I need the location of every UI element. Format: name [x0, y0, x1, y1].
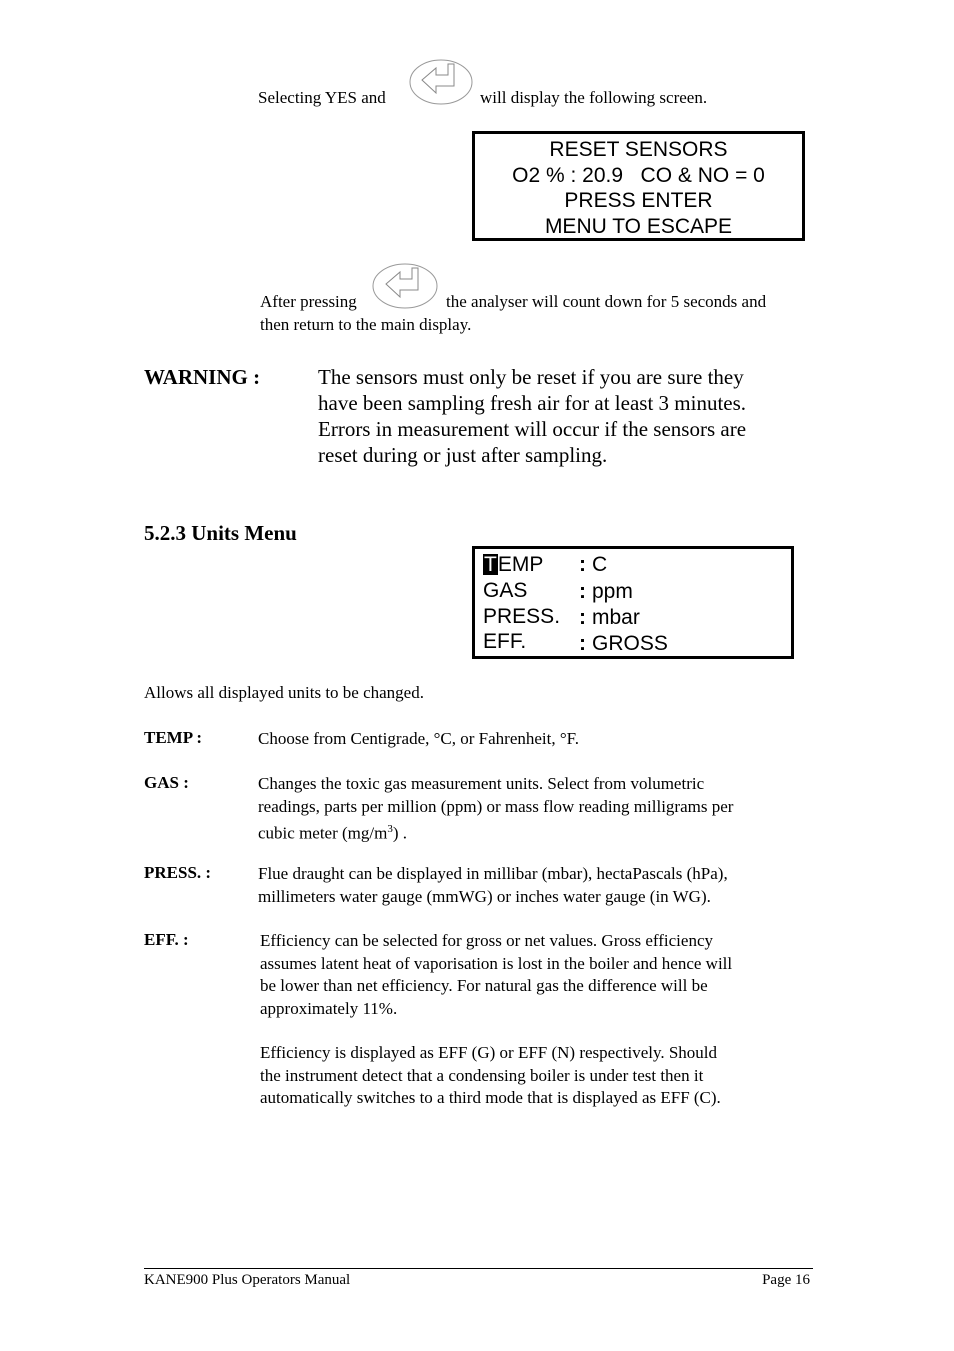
- lcd-row-label: EFF.: [483, 630, 527, 653]
- gas-line: readings, parts per million (ppm) or mass flow reading milligrams per: [258, 796, 734, 816]
- after-press-line2: then return to the main display.: [260, 315, 472, 334]
- warning-line: The sensors must only be reset if you are sure they: [318, 365, 744, 389]
- lcd-row-label: PRESS.: [483, 605, 561, 628]
- lcd-row-value: : mbar: [579, 606, 640, 629]
- eff-text-2: [260, 1042, 721, 1110]
- lcd-reset-sensors: [472, 131, 805, 241]
- lcd-cursor: T: [484, 553, 497, 576]
- eff-label: EFF. :: [144, 930, 189, 949]
- lcd-row-value: : GROSS: [579, 632, 668, 655]
- press-label: PRESS. :: [144, 863, 212, 882]
- press-line: Flue draught can be displayed in millibar (mbar), hectaPascals (hPa),: [258, 864, 728, 883]
- lcd-row-value: : ppm: [579, 580, 633, 603]
- eff-text: [260, 930, 732, 1020]
- press-line: millimeters water gauge (mmWG) or inches water gauge (in WG).: [258, 886, 711, 906]
- gas-line: Changes the toxic gas measurement units. Select from volumetric: [258, 774, 705, 793]
- gas-label: GAS :: [144, 773, 189, 792]
- lcd-line: MENU TO ESCAPE: [544, 214, 733, 238]
- eff-line: the instrument detect that a condensing boiler is under test then it: [260, 1065, 704, 1085]
- lcd-line: O2 % : 20.9 CO & NO = 0: [512, 163, 765, 187]
- page-number: Page 16: [762, 1272, 810, 1288]
- footer-divider: [144, 1268, 813, 1269]
- after-press-before: After pressing: [260, 292, 357, 311]
- lcd-line: RESET SENSORS: [549, 138, 728, 161]
- intro-text-after: will display the following screen.: [480, 88, 708, 107]
- lcd-units-menu: [472, 546, 794, 659]
- enter-key-icon: [408, 58, 474, 111]
- warning-line: Errors in measurement will occur if the sensors are: [318, 417, 747, 441]
- gas-text: [258, 773, 733, 845]
- footer-title: KANE900 Plus Operators Manual: [144, 1272, 351, 1288]
- eff-line: Efficiency can be selected for gross or net values. Gross efficiency: [260, 931, 713, 950]
- temp-label: TEMP :: [144, 728, 203, 747]
- intro-text-before: Selecting YES and: [258, 88, 386, 107]
- warning-text: [318, 364, 746, 468]
- section-title: 5.2.3 Units Menu: [144, 521, 297, 545]
- temp-line: Choose from Centigrade, °C, or Fahrenheit, °F.: [258, 729, 580, 748]
- eff-line: assumes latent heat of vaporisation is lost in the boiler and hence will: [260, 953, 733, 973]
- gas-line: cubic meter $(mg/m^3)$ .: [258, 823, 408, 843]
- eff-line: Efficiency is displayed as EFF (G) or EFF (N) respectively. Should: [260, 1043, 718, 1062]
- eff-line: approximately 11%.: [260, 998, 398, 1018]
- temp-text: [258, 728, 579, 751]
- after-press-after: the analyser will count down for 5 seconds and: [446, 292, 767, 311]
- eff-line: automatically switches to a third mode that is displayed as EFF (C).: [260, 1088, 721, 1107]
- warning-line: have been sampling fresh air for at least 3 minutes.: [318, 391, 747, 415]
- lcd-row-label: GAS: [483, 579, 528, 602]
- lcd-row-label: TEMP: [484, 553, 544, 576]
- lcd-row-value: : C: [579, 553, 608, 576]
- lcd-line: PRESS ENTER: [564, 189, 713, 212]
- warning-line: reset during or just after sampling.: [318, 443, 608, 467]
- warning-label: WARNING :: [144, 365, 261, 389]
- press-text: [258, 863, 728, 908]
- enter-key-icon: [371, 262, 439, 315]
- intro-line: [258, 87, 386, 109]
- allows-text: Allows all displayed units to be changed.: [144, 683, 424, 702]
- eff-line: be lower than net efficiency. For natural gas the difference will be: [260, 976, 708, 995]
